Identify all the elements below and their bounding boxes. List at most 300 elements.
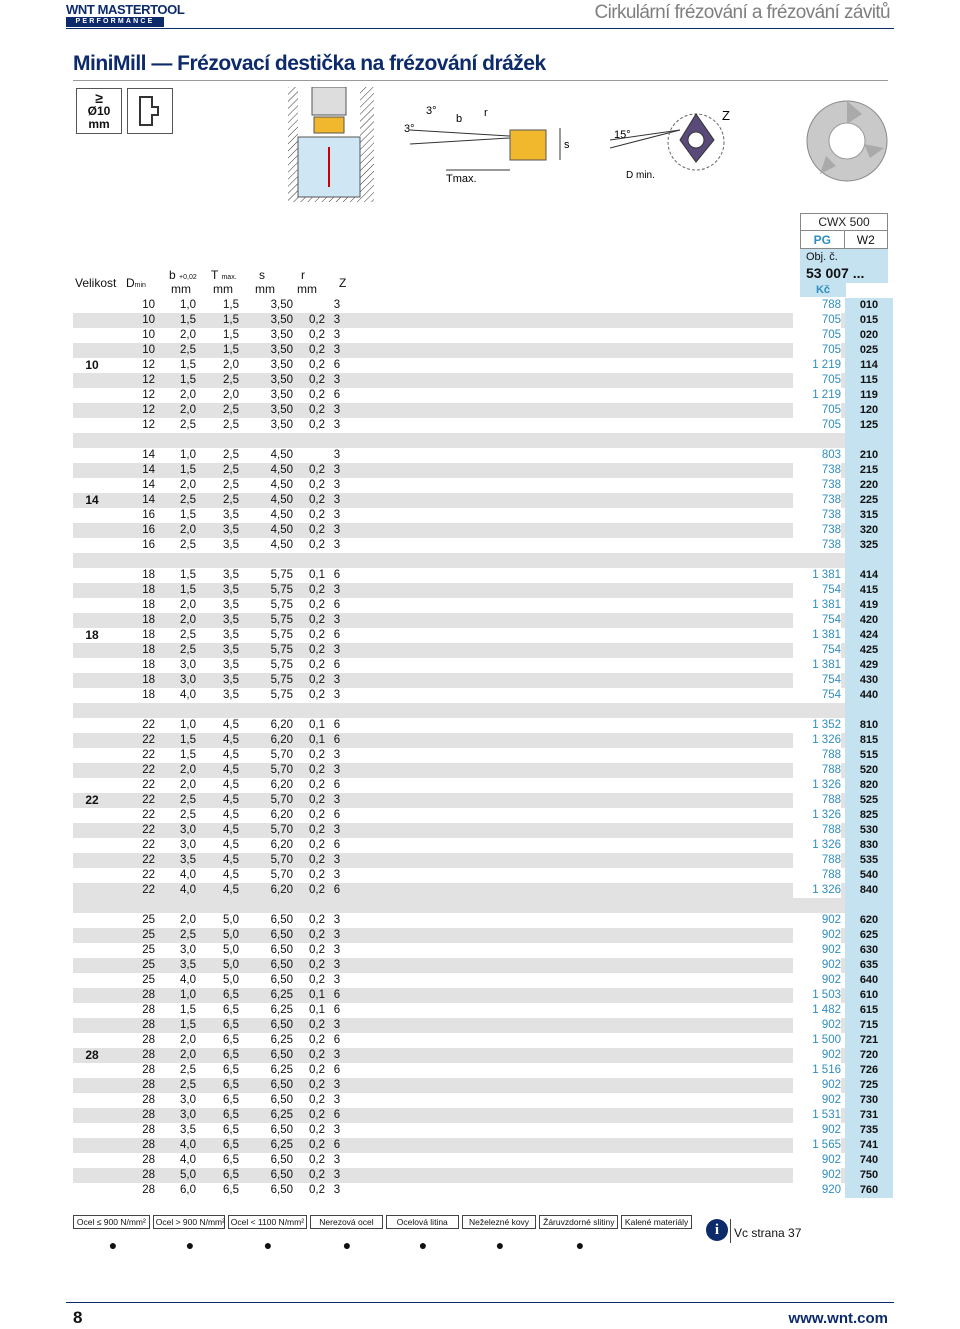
s-cell: 6,20 [270, 809, 293, 821]
s-cell: 6,25 [270, 1034, 293, 1046]
b-cell: 3,5 [180, 959, 196, 971]
price-cell: 788 [793, 748, 841, 763]
b-cell: 1,0 [180, 299, 196, 311]
z-cell: 3 [333, 494, 341, 506]
price-cell: 788 [793, 298, 841, 313]
dmin-cell: 28 [142, 1154, 155, 1166]
z-cell: 3 [333, 404, 341, 416]
price-cell: 705 [793, 328, 841, 343]
b-cell: 2,5 [180, 794, 196, 806]
z-cell: 6 [333, 569, 341, 581]
s-cell: 5,75 [270, 689, 293, 701]
article-cell: 840 [845, 883, 893, 898]
article-cell: 625 [845, 928, 893, 943]
b-cell: 2,5 [180, 539, 196, 551]
b-cell: 2,0 [180, 1034, 196, 1046]
r-cell: 0,2 [309, 809, 325, 821]
tmax-cell: 2,5 [223, 404, 239, 416]
dmin-cell: 10 [142, 329, 155, 341]
table-row [73, 478, 893, 493]
dmin-cell: 28 [142, 1079, 155, 1091]
b-cell: 3,0 [180, 824, 196, 836]
r-cell: 0,2 [309, 614, 325, 626]
article-cell: 225 [845, 493, 893, 508]
price-cell: 788 [793, 763, 841, 778]
b-cell: 2,5 [180, 344, 196, 356]
tmax-cell: 6,5 [223, 1169, 239, 1181]
tmax-cell: 2,5 [223, 479, 239, 491]
b-cell: 3,5 [180, 854, 196, 866]
z-cell: 3 [333, 539, 341, 551]
table-row [73, 463, 893, 478]
table-row [73, 973, 893, 988]
r-cell: 0,2 [309, 974, 325, 986]
table-row [73, 388, 893, 403]
table-row [73, 313, 893, 328]
dmin-cell: 28 [142, 1184, 155, 1196]
s-cell: 3,50 [270, 389, 293, 401]
b-cell: 2,5 [180, 494, 196, 506]
col-b [169, 268, 197, 282]
w2-label: W2 [845, 231, 889, 249]
dmin-cell: 18 [142, 689, 155, 701]
wnt-logo [66, 2, 185, 28]
article-cell: 525 [845, 793, 893, 808]
table-row [73, 538, 893, 553]
price-cell: 1 565 [793, 1138, 841, 1153]
b-cell: 2,0 [180, 404, 196, 416]
b-cell: 1,5 [180, 749, 196, 761]
dmin-cell: 22 [142, 854, 155, 866]
s-cell: 6,50 [270, 974, 293, 986]
r-cell: 0,2 [309, 944, 325, 956]
price-cell: 788 [793, 823, 841, 838]
s-cell: 6,50 [270, 1169, 293, 1181]
page-number: 8 [73, 1308, 83, 1327]
dmin-cell: 22 [142, 824, 155, 836]
grade-label: CWX 500 [800, 213, 888, 231]
size-group [73, 913, 893, 1198]
b-cell: 3,0 [180, 1094, 196, 1106]
table-row [73, 298, 893, 313]
r-cell: 0,2 [309, 329, 325, 341]
z-cell: 3 [333, 1154, 341, 1166]
table-row [73, 1018, 893, 1033]
article-cell: 020 [845, 328, 893, 343]
page-header [0, 0, 960, 30]
tmax-cell: 4,5 [223, 749, 239, 761]
tmax-cell: 2,0 [223, 389, 239, 401]
b-cell: 3,0 [180, 659, 196, 671]
s-cell: 3,50 [270, 299, 293, 311]
dmin-cell: 22 [142, 794, 155, 806]
z-cell: 6 [333, 779, 341, 791]
price-cell: 1 352 [793, 718, 841, 733]
table-row [73, 418, 893, 433]
dmin-cell: 12 [142, 404, 155, 416]
article-cell: 610 [845, 988, 893, 1003]
dmin-cell: 14 [142, 494, 155, 506]
r-cell: 0,2 [309, 1139, 325, 1151]
dmin-cell: 14 [142, 449, 155, 461]
material-dot: ● [575, 1237, 585, 1253]
cutter-top-view-drawing [610, 100, 740, 185]
s-cell: 6,25 [270, 1139, 293, 1151]
b-cell: 1,5 [180, 314, 196, 326]
r-cell: 0,2 [309, 1184, 325, 1196]
article-cell: 315 [845, 508, 893, 523]
tmax-cell: 3,5 [223, 509, 239, 521]
table-header [73, 265, 893, 295]
table-row [73, 1168, 893, 1183]
col-dmin-sub: min [134, 282, 146, 289]
b-cell: 4,0 [180, 869, 196, 881]
article-cell: 820 [845, 778, 893, 793]
z-cell: 3 [333, 764, 341, 776]
s-cell: 4,50 [270, 479, 293, 491]
s-cell: 5,75 [270, 569, 293, 581]
r-cell: 0,2 [309, 584, 325, 596]
table-row [73, 1108, 893, 1123]
s-cell: 6,50 [270, 1019, 293, 1031]
b-cell: 4,0 [180, 689, 196, 701]
s-cell: 5,75 [270, 584, 293, 596]
price-cell: 738 [793, 478, 841, 493]
s-cell: 5,75 [270, 629, 293, 641]
article-cell: 210 [845, 448, 893, 463]
price-cell: 788 [793, 853, 841, 868]
table-row [73, 328, 893, 343]
price-cell: 1 326 [793, 808, 841, 823]
price-cell: 902 [793, 943, 841, 958]
article-cell: 730 [845, 1093, 893, 1108]
group-separator [73, 553, 893, 568]
b-cell: 1,5 [180, 569, 196, 581]
dmin-cell: 18 [142, 629, 155, 641]
s-cell: 6,20 [270, 779, 293, 791]
tmax-cell: 3,5 [223, 584, 239, 596]
dmin-cell: 25 [142, 929, 155, 941]
dmin-cell: 16 [142, 539, 155, 551]
z-cell: 3 [333, 1079, 341, 1091]
z-cell: 6 [333, 989, 341, 1001]
table-row [73, 718, 893, 733]
tmax-cell: 6,5 [223, 1004, 239, 1016]
r-cell: 0,2 [309, 1079, 325, 1091]
tmax-cell: 2,5 [223, 464, 239, 476]
dmin-cell: 22 [142, 884, 155, 896]
table-row [73, 808, 893, 823]
z-cell: 3 [333, 869, 341, 881]
s-cell: 6,20 [270, 884, 293, 896]
z-cell: 3 [333, 1124, 341, 1136]
col-b-unit: mm [171, 282, 191, 296]
table-row [73, 733, 893, 748]
b-cell: 2,0 [180, 614, 196, 626]
table-row [73, 838, 893, 853]
article-cell: 430 [845, 673, 893, 688]
table-row [73, 568, 893, 583]
article-cell: 726 [845, 1063, 893, 1078]
price-cell: 754 [793, 613, 841, 628]
dmin-cell: 28 [142, 1124, 155, 1136]
table-row [73, 403, 893, 418]
tmax-cell: 1,5 [223, 314, 239, 326]
z-cell: 3 [333, 794, 341, 806]
article-cell: 725 [845, 1078, 893, 1093]
tmax-cell: 4,5 [223, 884, 239, 896]
s-cell: 6,25 [270, 1109, 293, 1121]
angle-a-label: 3° [426, 105, 437, 117]
s-cell: 6,25 [270, 989, 293, 1001]
s-cell: 3,50 [270, 374, 293, 386]
angle-b-label: 3° [404, 123, 415, 135]
col-t-sub: max. [221, 274, 237, 281]
tmax-cell: 4,5 [223, 719, 239, 731]
col-z: Z [339, 276, 347, 290]
b-cell: 3,0 [180, 674, 196, 686]
dmin-cell: 25 [142, 974, 155, 986]
table-row [73, 763, 893, 778]
article-cell: 740 [845, 1153, 893, 1168]
z-cell: 6 [333, 1004, 341, 1016]
s-cell: 5,70 [270, 764, 293, 776]
r-cell: 0,2 [309, 404, 325, 416]
r-cell: 0,1 [309, 1004, 325, 1016]
table-row [73, 778, 893, 793]
dmin-cell: 18 [142, 599, 155, 611]
dmin-cell: 22 [142, 719, 155, 731]
z-cell: 3 [333, 914, 341, 926]
b-cell: 2,0 [180, 764, 196, 776]
material-label: Ocel < 1100 N/mm² [228, 1215, 307, 1229]
b-cell: 4,0 [180, 974, 196, 986]
article-cell: 535 [845, 853, 893, 868]
material-label: Kalené materiály [621, 1215, 692, 1229]
col-t [211, 268, 237, 282]
size-group [73, 568, 893, 703]
tmax-cell: 6,5 [223, 1079, 239, 1091]
material-dot: ● [263, 1237, 273, 1253]
dmin-cell: 28 [142, 989, 155, 1001]
table-row [73, 1063, 893, 1078]
material-label: Neželezné kovy [462, 1215, 537, 1229]
b-cell: 2,5 [180, 629, 196, 641]
tmax-cell: 6,5 [223, 1154, 239, 1166]
tmax-cell: 3,5 [223, 644, 239, 656]
z-cell: 3 [333, 614, 341, 626]
tmax-cell: 3,5 [223, 629, 239, 641]
r-cell: 0,2 [309, 419, 325, 431]
z-cell: 6 [333, 839, 341, 851]
article-cell: 414 [845, 568, 893, 583]
b-cell: 3,0 [180, 944, 196, 956]
price-cell: 738 [793, 523, 841, 538]
price-cell: 1 381 [793, 598, 841, 613]
s-label: s [564, 139, 570, 151]
tmax-cell: 3,5 [223, 524, 239, 536]
group-separator [73, 703, 893, 718]
article-cell: 530 [845, 823, 893, 838]
dmin-cell: 22 [142, 869, 155, 881]
order-number-prefix: 53 007 ... [800, 265, 888, 283]
table-row [73, 343, 893, 358]
price-cell: 902 [793, 928, 841, 943]
dmin-cell: 22 [142, 779, 155, 791]
article-cell: 760 [845, 1183, 893, 1198]
s-cell: 3,50 [270, 359, 293, 371]
tmax-cell: 6,5 [223, 1184, 239, 1196]
article-cell: 750 [845, 1168, 893, 1183]
price-cell: 738 [793, 493, 841, 508]
article-cell: 731 [845, 1108, 893, 1123]
tmax-cell: 3,5 [223, 569, 239, 581]
b-cell: 4,0 [180, 1139, 196, 1151]
z-cell: 3 [333, 854, 341, 866]
r-cell: 0,2 [309, 509, 325, 521]
col-r-unit: mm [297, 282, 317, 296]
material-dot: ● [108, 1237, 118, 1253]
s-cell: 5,75 [270, 599, 293, 611]
table-row [73, 988, 893, 1003]
info-icon: i [706, 1219, 728, 1241]
dmin-cell: 10 [142, 314, 155, 326]
table-row [73, 913, 893, 928]
table-row [73, 493, 893, 508]
z-cell: 3 [333, 509, 341, 521]
z-cell: 3 [333, 824, 341, 836]
z-cell: 3 [333, 959, 341, 971]
tmax-cell: 4,5 [223, 779, 239, 791]
material-dot: ● [185, 1237, 195, 1253]
z-cell: 3 [333, 674, 341, 686]
article-cell: 015 [845, 313, 893, 328]
tmax-cell: 3,5 [223, 659, 239, 671]
price-cell: 1 500 [793, 1033, 841, 1048]
table-row [73, 793, 893, 808]
article-cell: 620 [845, 913, 893, 928]
b-cell: 4,0 [180, 1154, 196, 1166]
price-cell: 803 [793, 448, 841, 463]
tmax-cell: 5,0 [223, 944, 239, 956]
tmax-cell: 6,5 [223, 1019, 239, 1031]
table-row [73, 613, 893, 628]
z-cell: 3 [333, 1184, 341, 1196]
r-cell: 0,1 [309, 719, 325, 731]
price-cell: 902 [793, 1153, 841, 1168]
r-cell: 0,1 [309, 989, 325, 1001]
dmin-cell: 28 [142, 1004, 155, 1016]
tmax-cell: 5,0 [223, 914, 239, 926]
r-cell: 0,2 [309, 869, 325, 881]
r-cell: 0,2 [309, 689, 325, 701]
s-cell: 6,20 [270, 719, 293, 731]
table-row [73, 1048, 893, 1063]
z-cell: 3 [333, 749, 341, 761]
material-dot: ● [418, 1237, 428, 1253]
r-cell: 0,2 [309, 674, 325, 686]
s-cell: 5,75 [270, 614, 293, 626]
z-cell: 6 [333, 809, 341, 821]
dmin-cell: 22 [142, 749, 155, 761]
price-cell: 754 [793, 643, 841, 658]
article-cell: 741 [845, 1138, 893, 1153]
s-cell: 3,50 [270, 419, 293, 431]
dmin-cell: 12 [142, 389, 155, 401]
product-table [73, 298, 893, 1198]
price-cell: 902 [793, 973, 841, 988]
material-dot [621, 1233, 695, 1257]
col-dmin-label: D [126, 276, 135, 290]
order-no-label: Obj. č. [800, 249, 888, 265]
price-cell: 1 326 [793, 778, 841, 793]
article-cell: 220 [845, 478, 893, 493]
tmax-cell: 6,5 [223, 989, 239, 1001]
z-cell: 6 [333, 359, 341, 371]
tmax-cell: 2,0 [223, 359, 239, 371]
material-label: Žáruvzdorné slitiny [539, 1215, 618, 1229]
s-cell: 6,50 [270, 944, 293, 956]
dmin-cell: 12 [142, 419, 155, 431]
footer-rule [66, 1302, 894, 1303]
b-cell: 2,5 [180, 809, 196, 821]
table-row [73, 748, 893, 763]
r-cell: 0,2 [309, 764, 325, 776]
dmin-cell: 18 [142, 569, 155, 581]
tmax-cell: 4,5 [223, 734, 239, 746]
z-cell: 6 [333, 1064, 341, 1076]
b-cell: 2,0 [180, 1049, 196, 1061]
dmin-cell: 25 [142, 959, 155, 971]
b-cell: 2,5 [180, 1064, 196, 1076]
s-cell: 6,25 [270, 1064, 293, 1076]
dmin-cell: 22 [142, 734, 155, 746]
price-cell: 902 [793, 1048, 841, 1063]
table-row [73, 853, 893, 868]
price-cell: 1 381 [793, 658, 841, 673]
min-diameter-box [76, 88, 122, 134]
r-cell: 0,2 [309, 629, 325, 641]
r-cell: 0,2 [309, 929, 325, 941]
dmin-cell: 12 [142, 359, 155, 371]
price-cell: 788 [793, 793, 841, 808]
z-cell: 6 [333, 1109, 341, 1121]
page-title: MiniMill — Frézovací destička na frézování drážek [73, 52, 546, 75]
tmax-cell: 1,5 [223, 299, 239, 311]
z-cell: 3 [333, 464, 341, 476]
z-cell: 3 [333, 1094, 341, 1106]
s-cell: 5,70 [270, 749, 293, 761]
table-row [73, 1138, 893, 1153]
s-cell: 6,20 [270, 839, 293, 851]
tmax-cell: 2,5 [223, 419, 239, 431]
b-cell: 1,5 [180, 509, 196, 521]
r-cell: 0,2 [309, 524, 325, 536]
r-cell: 0,2 [309, 359, 325, 371]
z-cell: 3 [333, 449, 341, 461]
dmin-cell: 25 [142, 944, 155, 956]
table-row [73, 448, 893, 463]
s-cell: 4,50 [270, 494, 293, 506]
price-cell: 754 [793, 673, 841, 688]
col-b-tol: +0,02 [179, 274, 197, 281]
article-cell: 630 [845, 943, 893, 958]
group-separator [73, 433, 893, 448]
table-row [73, 673, 893, 688]
price-cell: 902 [793, 913, 841, 928]
dmin-cell: 22 [142, 764, 155, 776]
price-cell: 738 [793, 538, 841, 553]
